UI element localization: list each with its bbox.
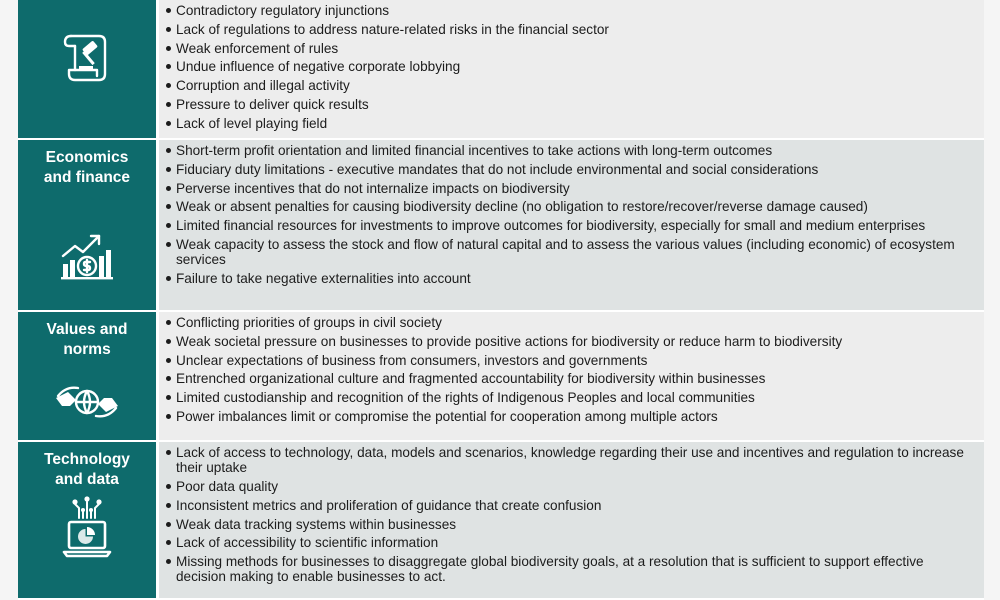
category-cell xyxy=(18,442,156,600)
list-item: Limited financial resources for investments to improve outcomes for biodiversity, especially for small and medium enterprises xyxy=(166,218,976,233)
row-economics-finance xyxy=(18,140,984,312)
list-item: Perverse incentives that do not internalize impacts on biodiversity xyxy=(166,181,976,196)
row-values-norms xyxy=(18,312,984,442)
list-item: Lack of access to technology, data, models and scenarios, knowledge regarding their use and incentives and regulation to increase their uptake xyxy=(166,445,976,475)
barriers-table xyxy=(18,0,984,600)
growth-chart-money-icon xyxy=(59,230,115,280)
category-cell xyxy=(18,140,156,312)
list-item: Weak data tracking systems within businesses xyxy=(166,517,976,532)
list-item: Inconsistent metrics and proliferation of guidance that create confusion xyxy=(166,498,976,513)
list-item: Undue influence of negative corporate lobbying xyxy=(166,59,976,74)
list-item: Corruption and illegal activity xyxy=(166,78,976,93)
list-item: Unclear expectations of business from consumers, investors and governments xyxy=(166,353,976,368)
scroll-gavel-icon xyxy=(61,30,113,86)
list-item: Failure to take negative externalities into account xyxy=(166,271,976,286)
barrier-list xyxy=(159,0,984,140)
category-cell xyxy=(18,0,156,140)
list-item: Weak enforcement of rules xyxy=(166,41,976,56)
list-item: Fiduciary duty limitations - executive mandates that do not include environmental and social considerations xyxy=(166,162,976,177)
list-item: Entrenched organizational culture and fragmented accountability for biodiversity within businesses xyxy=(166,371,976,386)
laptop-data-icon xyxy=(61,494,113,560)
barrier-list xyxy=(159,140,984,312)
barrier-list xyxy=(159,442,984,600)
page-margin xyxy=(0,0,18,600)
list-item: Pressure to deliver quick results xyxy=(166,97,976,112)
category-title: Values and norms xyxy=(46,321,128,358)
list-item: Short-term profit orientation and limited financial incentives to take actions with long-term outcomes xyxy=(166,143,976,158)
list-item: Power imbalances limit or compromise the potential for cooperation among multiple actors xyxy=(166,409,976,424)
list-item: Lack of accessibility to scientific information xyxy=(166,535,976,550)
hands-globe-icon xyxy=(54,378,120,428)
list-item: Poor data quality xyxy=(166,479,976,494)
list-item: Lack of level playing field xyxy=(166,116,976,131)
list-item: Contradictory regulatory injunctions xyxy=(166,3,976,18)
list-item: Conflicting priorities of groups in civil society xyxy=(166,315,976,330)
list-item: Weak or absent penalties for causing biodiversity decline (no obligation to restore/recover/reverse damage caused) xyxy=(166,199,976,214)
category-cell xyxy=(18,312,156,442)
category-title: Economics and finance xyxy=(43,149,131,186)
list-item: Weak societal pressure on businesses to provide positive actions for biodiversity or reduce harm to biodiversity xyxy=(166,334,976,349)
barrier-list xyxy=(159,312,984,442)
row-technology-data xyxy=(18,442,984,600)
list-item: Weak capacity to assess the stock and flow of natural capital and to assess the various values (including economic) of ecosystem services xyxy=(166,237,976,267)
list-item: Missing methods for businesses to disaggregate global biodiversity goals, at a resolution that is sufficient to support effective decision making to enable businesses to act. xyxy=(166,554,976,584)
category-title: Technology and data xyxy=(44,451,130,488)
row-governance xyxy=(18,0,984,140)
list-item: Limited custodianship and recognition of the rights of Indigenous Peoples and local communities xyxy=(166,390,976,405)
list-item: Lack of regulations to address nature-related risks in the financial sector xyxy=(166,22,976,37)
